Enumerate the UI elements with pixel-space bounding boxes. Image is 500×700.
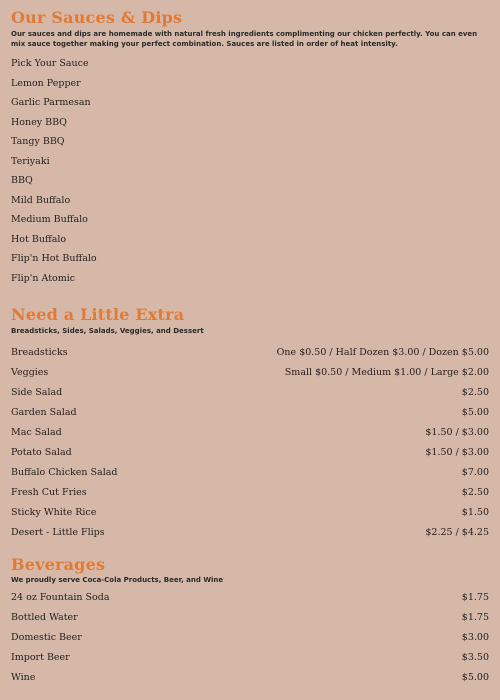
menu-row — [11, 588, 489, 608]
menu-row — [11, 463, 489, 483]
item-name: Potato Salad — [11, 447, 72, 458]
item-name: Mac Salad — [11, 427, 62, 438]
beverages-list — [11, 588, 489, 688]
item-price: $5.00 — [461, 407, 489, 418]
menu-row — [11, 668, 489, 688]
item-name: Domestic Beer — [11, 632, 82, 643]
item-price: $1.75 — [461, 612, 489, 623]
item-price: $7.00 — [461, 467, 489, 478]
item-price: $1.50 — [461, 507, 489, 518]
sauce-item: Honey BBQ — [11, 116, 67, 128]
sauce-item: Mild Buffalo — [11, 194, 71, 206]
menu-row — [11, 423, 489, 443]
menu-row — [11, 443, 489, 463]
extras-title: Need a Little Extra — [11, 305, 185, 324]
extras-list — [11, 343, 489, 543]
item-name: Side Salad — [11, 387, 63, 398]
item-price: One $0.50 / Half Dozen $3.00 / Dozen $5.00 — [276, 347, 489, 358]
sauce-item: Flip'n Hot Buffalo — [11, 253, 97, 264]
item-price: $3.50 — [461, 652, 489, 663]
item-name: Garden Salad — [11, 407, 77, 418]
sauce-item: Pick Your Sauce — [11, 58, 89, 69]
item-price: $1.50 / $3.00 — [425, 447, 489, 458]
item-price: $2.50 — [461, 487, 489, 498]
menu-row — [11, 343, 489, 363]
beverages-section — [11, 556, 489, 688]
sauce-item: Tangy BBQ — [11, 136, 65, 147]
item-price: $1.75 — [461, 592, 489, 603]
item-price: $2.25 / $4.25 — [425, 527, 489, 538]
menu-row — [11, 483, 489, 503]
item-name: Breadsticks — [11, 347, 68, 358]
menu-row — [11, 628, 489, 648]
beverages-title: Beverages — [11, 555, 106, 574]
item-name: Wine — [11, 672, 36, 683]
item-name: Import Beer — [11, 652, 70, 663]
item-name: Desert - Little Flips — [11, 527, 105, 538]
sauce-item: Garlic Parmesan — [11, 97, 91, 108]
menu-row — [11, 403, 489, 423]
sauce-item: BBQ — [11, 175, 33, 186]
item-name: Bottled Water — [11, 612, 78, 623]
menu-row — [11, 363, 489, 383]
menu-row — [11, 648, 489, 668]
menu-row — [11, 503, 489, 523]
item-price: $1.50 / $3.00 — [425, 427, 489, 438]
item-price: $3.00 — [461, 632, 489, 643]
item-name: Veggies — [11, 367, 49, 378]
menu-row — [11, 608, 489, 628]
sauce-item: Medium Buffalo — [11, 214, 88, 225]
beverages-description: We proudly serve Coca-Cola Products, Beer, and Wine — [11, 576, 224, 584]
sauce-item: Flip'n Atomic — [11, 272, 76, 284]
item-name: 24 oz Fountain Soda — [11, 592, 110, 603]
item-name: Sticky White Rice — [11, 507, 97, 518]
menu-row — [11, 383, 489, 403]
sauces-title: Our Sauces & Dips — [11, 8, 183, 27]
sauce-item: Lemon Pepper — [11, 77, 81, 89]
item-name: Buffalo Chicken Salad — [11, 467, 118, 478]
sauces-section — [11, 8, 489, 288]
extras-description: Breadsticks, Sides, Salads, Veggies, and Dessert — [11, 327, 204, 335]
sauce-item: Hot Buffalo — [11, 233, 67, 245]
sauces-list — [11, 54, 489, 288]
item-price: Small $0.50 / Medium $1.00 / Large $2.00 — [284, 367, 489, 378]
menu-row — [11, 523, 489, 543]
item-name: Fresh Cut Fries — [11, 487, 87, 498]
item-price: $5.00 — [461, 672, 489, 683]
extras-section — [11, 305, 489, 543]
sauce-item: Teriyaki — [11, 155, 50, 167]
item-price: $2.50 — [461, 387, 489, 398]
sauces-description: Our sauces and dips are homemade with natural fresh ingredients complimenting our chicken perfectly. You can even mix sauce together making your perfect combination. Sauces are listed in order of heat intensity. — [11, 30, 478, 48]
